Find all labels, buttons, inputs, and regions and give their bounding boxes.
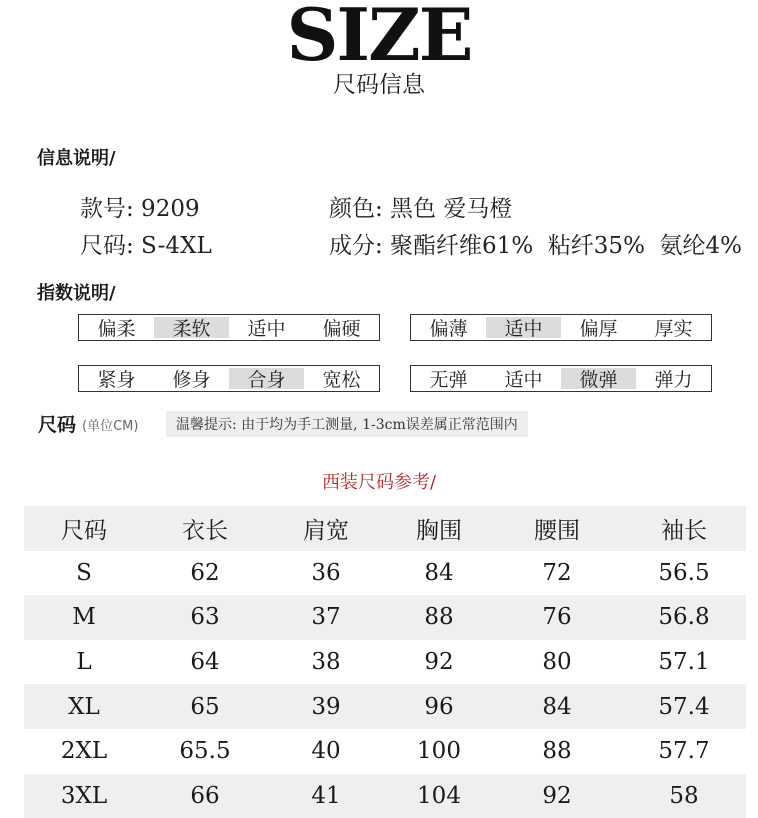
- table-cell: 57.1: [658, 649, 710, 676]
- page-title: SIZE: [286, 0, 472, 77]
- table-cell: 84: [542, 693, 572, 720]
- scale-option: 弹力: [654, 369, 693, 391]
- style-number: 款号: 9209: [80, 196, 200, 222]
- table-row: [24, 774, 746, 818]
- table-cell: 84: [424, 559, 454, 586]
- header-cell: 袖长: [661, 517, 707, 544]
- scale-option-selected: 微弹: [561, 368, 636, 389]
- size-range: 尺码: S-4XL: [80, 233, 212, 259]
- header-cell: 衣长: [182, 517, 228, 544]
- table-cell: 36: [311, 559, 341, 586]
- table-cell: 57.7: [658, 738, 710, 765]
- table-cell: 39: [311, 693, 341, 720]
- table-cell: 62: [190, 559, 220, 586]
- info-section-heading: 信息说明/: [37, 148, 116, 169]
- scale-option-selected: 适中: [486, 317, 561, 338]
- size-table-title: 西装尺码参考/: [321, 472, 437, 493]
- table-cell: 37: [311, 604, 341, 631]
- size-unit-label: (单位CM): [82, 419, 139, 434]
- table-cell: XL: [68, 693, 100, 720]
- table-cell: L: [76, 649, 92, 676]
- scale-option-selected: 柔软: [154, 317, 229, 338]
- table-cell: 3XL: [60, 782, 108, 809]
- table-cell: 76: [542, 604, 572, 631]
- scale-option: 偏厚: [579, 318, 618, 340]
- scale-option: 修身: [172, 369, 211, 391]
- scale-option: 宽松: [322, 369, 361, 391]
- table-cell: M: [72, 604, 96, 631]
- scale-option: 适中: [504, 369, 543, 391]
- table-cell: 92: [424, 649, 454, 676]
- table-cell: 88: [542, 738, 572, 765]
- header-cell: 腰围: [534, 517, 580, 544]
- softness-scale: [78, 314, 380, 341]
- table-cell: 2XL: [60, 738, 108, 765]
- table-row: [24, 551, 746, 596]
- table-cell: 56.8: [658, 604, 710, 631]
- scale-option: 紧身: [97, 369, 136, 391]
- table-cell: S: [76, 559, 92, 586]
- table-cell: 65: [190, 693, 220, 720]
- size-unit-heading: 尺码: [38, 414, 77, 436]
- table-cell: 38: [311, 649, 341, 676]
- table-cell: 63: [190, 604, 220, 631]
- fit-scale: [78, 365, 380, 392]
- table-cell: 65.5: [179, 738, 231, 765]
- scale-option: 无弹: [429, 369, 468, 391]
- header-cell: 肩宽: [303, 517, 349, 544]
- table-cell: 92: [542, 782, 572, 809]
- table-cell: 56.5: [658, 559, 710, 586]
- table-cell: 104: [417, 782, 461, 809]
- table-row: [24, 640, 746, 685]
- scale-option: 偏柔: [97, 318, 136, 340]
- scale-option: 偏薄: [429, 318, 468, 340]
- table-cell: 64: [190, 649, 220, 676]
- table-cell: 57.4: [658, 693, 710, 720]
- table-cell: 41: [311, 782, 341, 809]
- table-cell: 96: [424, 693, 454, 720]
- scale-option: 厚实: [654, 318, 693, 340]
- measurement-notice: 温馨提示: 由于均为手工测量, 1-3cm误差属正常范围内: [166, 411, 528, 437]
- table-cell: 66: [190, 782, 220, 809]
- table-header-row: [24, 506, 746, 551]
- composition-info: 成分: 聚酯纤维61% 粘纤35% 氨纶4%: [329, 233, 743, 259]
- table-cell: 88: [424, 604, 454, 631]
- table-cell: 72: [542, 559, 572, 586]
- table-row: [24, 684, 746, 729]
- scale-option: 适中: [247, 318, 286, 340]
- table-cell: 40: [311, 738, 341, 765]
- size-table: [24, 506, 746, 818]
- scale-option: 偏硬: [322, 318, 361, 340]
- table-cell: 80: [542, 649, 572, 676]
- table-row: [24, 729, 746, 774]
- color-info: 颜色: 黑色 爱马橙: [329, 196, 513, 222]
- scale-option-selected: 合身: [229, 368, 304, 389]
- table-cell: 100: [417, 738, 461, 765]
- table-cell: 58: [669, 782, 699, 809]
- header-cell: 尺码: [61, 517, 107, 544]
- index-section-heading: 指数说明/: [37, 283, 116, 304]
- page-subtitle: 尺码信息: [333, 72, 425, 98]
- header-cell: 胸围: [416, 517, 462, 544]
- stretch-scale: [410, 365, 712, 392]
- table-row: [24, 595, 746, 640]
- thickness-scale: [410, 314, 712, 341]
